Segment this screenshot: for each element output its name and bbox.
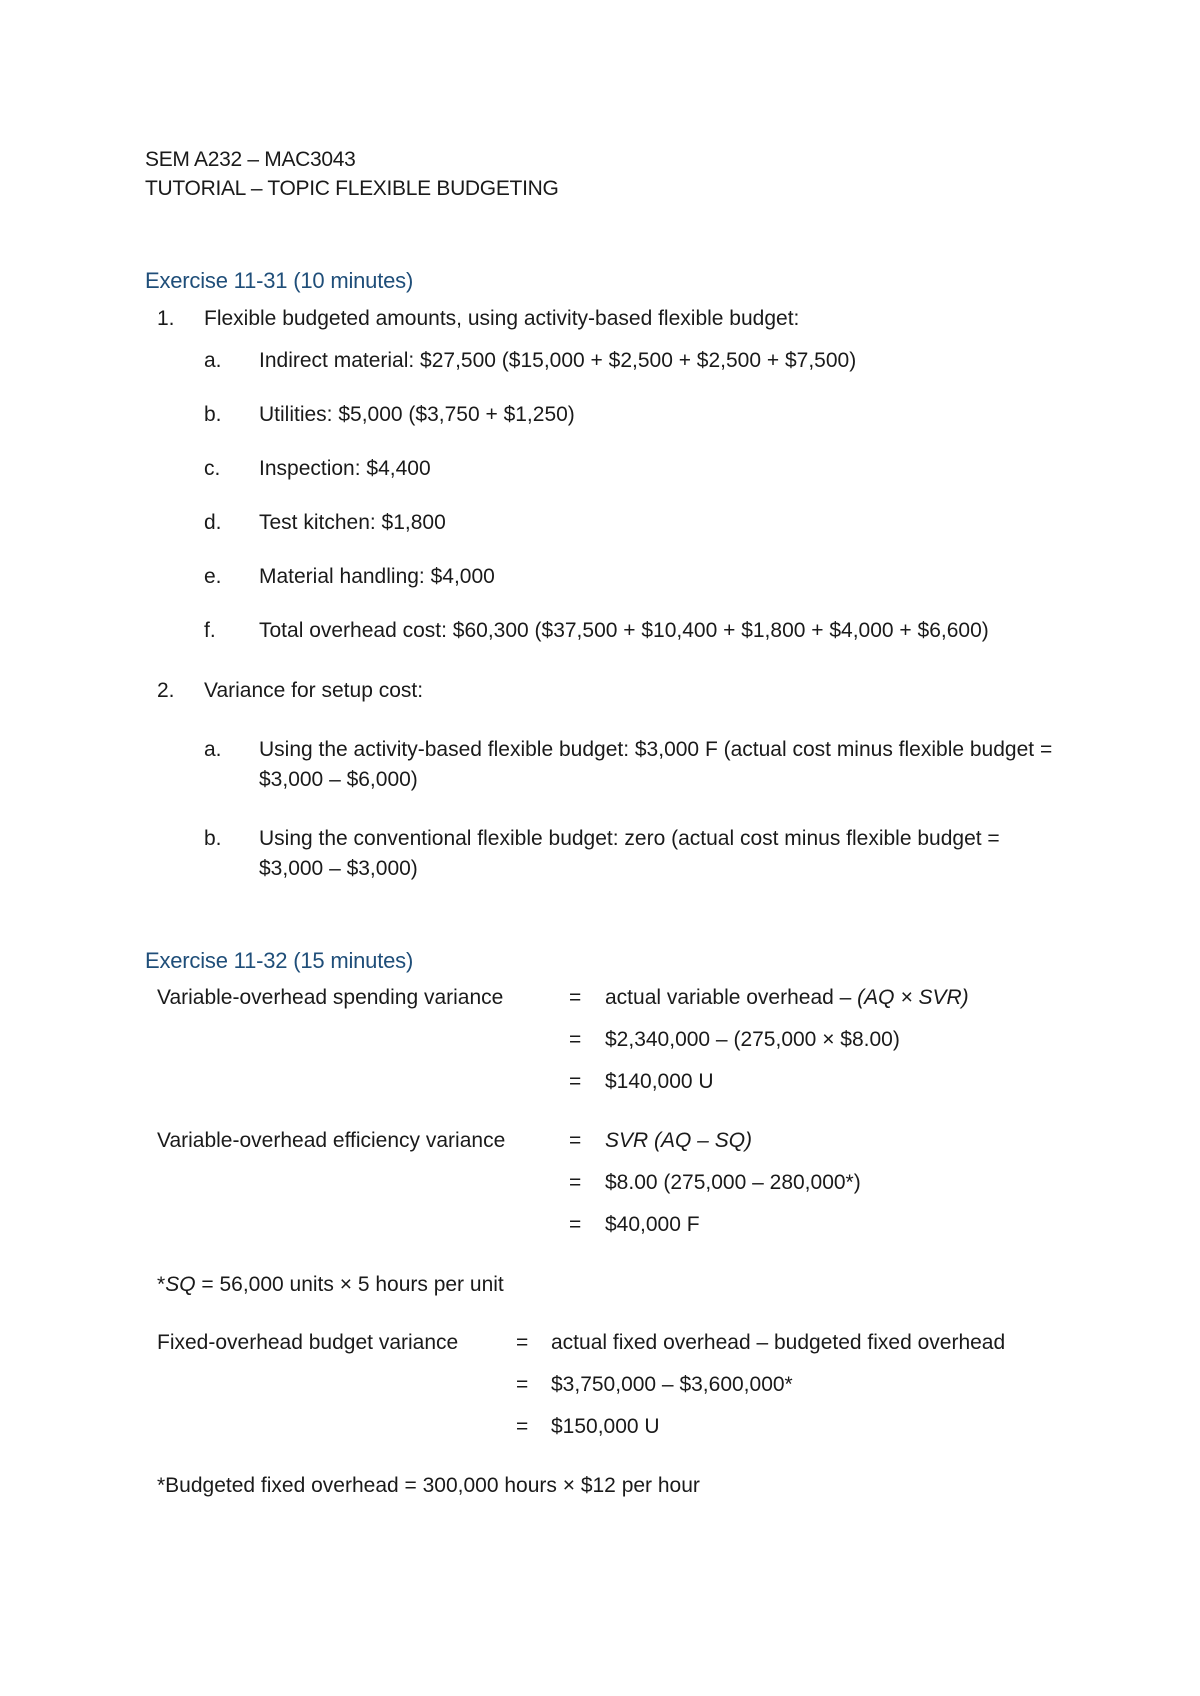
equals-sign: = <box>569 986 582 1009</box>
q1-item-f-text: Total overhead cost: $60,300 ($37,500 + $10,400 + $1,800 + $4,000 + $6,600) <box>259 619 989 642</box>
q1-item-a-letter: a. <box>204 349 222 372</box>
efficiency-formula: SVR (AQ – SQ) <box>605 1129 753 1152</box>
q1-number: 1. <box>157 307 175 330</box>
fixed-result: $150,000 U <box>551 1415 660 1438</box>
q1-item-b-text: Utilities: $5,000 ($3,750 + $1,250) <box>259 403 575 426</box>
efficiency-result: $40,000 F <box>605 1213 700 1236</box>
spending-formula-text: actual variable overhead – <box>605 986 858 1009</box>
spending-formula <box>605 986 969 1010</box>
equals-sign: = <box>569 1070 582 1093</box>
equals-sign: = <box>569 1129 582 1152</box>
exercise-11-31-title: Exercise 11-31 (10 minutes) <box>145 268 414 293</box>
equals-sign: = <box>569 1171 582 1194</box>
q1-item-f-letter: f. <box>204 619 216 642</box>
fixed-formula: actual fixed overhead – budgeted fixed overhead <box>551 1331 1006 1354</box>
q1-item-d-text: Test kitchen: $1,800 <box>259 511 446 534</box>
q1-item-c-letter: c. <box>204 457 221 480</box>
q2-item-a-letter: a. <box>204 738 222 761</box>
q2-item-a-line1: Using the activity-based flexible budget: $3,000 F (actual cost minus flexible budget = <box>259 738 1053 761</box>
exercise-11-32-title: Exercise 11-32 (15 minutes) <box>145 948 414 973</box>
q1-item-b-letter: b. <box>204 403 222 426</box>
spending-result: $140,000 U <box>605 1070 714 1093</box>
equals-sign: = <box>516 1373 529 1396</box>
equals-sign: = <box>569 1028 582 1051</box>
q2-item-b-line1: Using the conventional flexible budget: zero (actual cost minus flexible budget = <box>259 827 1000 850</box>
tutorial-topic-heading: TUTORIAL – TOPIC FLEXIBLE BUDGETING <box>145 177 559 200</box>
budgeted-overhead-footnote: *Budgeted fixed overhead = 300,000 hours × $12 per hour <box>157 1474 700 1497</box>
q1-item-c-text: Inspection: $4,400 <box>259 457 431 480</box>
sq-footnote-italic: SQ <box>165 1273 196 1296</box>
equals-sign: = <box>516 1331 529 1354</box>
sq-footnote-text: = 56,000 units × 5 hours per unit <box>195 1273 504 1296</box>
q2-item-b-letter: b. <box>204 827 222 850</box>
efficiency-computation: $8.00 (275,000 – 280,000*) <box>605 1171 861 1194</box>
equals-sign: = <box>569 1213 582 1236</box>
q2-item-a-line2: $3,000 – $6,000) <box>259 768 418 791</box>
q1-item-a-text: Indirect material: $27,500 ($15,000 + $2,500 + $2,500 + $7,500) <box>259 349 857 372</box>
q2-text: Variance for setup cost: <box>204 679 424 702</box>
sq-footnote-star: * <box>157 1273 166 1296</box>
efficiency-variance-label: Variable-overhead efficiency variance <box>157 1129 506 1152</box>
equals-sign: = <box>516 1415 529 1438</box>
sq-footnote <box>157 1273 504 1297</box>
course-code-heading: SEM A232 – MAC3043 <box>145 148 356 171</box>
q2-number: 2. <box>157 679 175 702</box>
q1-item-d-letter: d. <box>204 511 222 534</box>
q2-item-b-line2: $3,000 – $3,000) <box>259 857 418 880</box>
spending-computation: $2,340,000 – (275,000 × $8.00) <box>605 1028 900 1051</box>
fixed-variance-label: Fixed-overhead budget variance <box>157 1331 459 1354</box>
fixed-computation: $3,750,000 – $3,600,000* <box>551 1373 793 1396</box>
q1-item-e-text: Material handling: $4,000 <box>259 565 495 588</box>
spending-formula-italic: (AQ × SVR) <box>857 986 969 1009</box>
q1-text: Flexible budgeted amounts, using activity-based flexible budget: <box>204 307 800 330</box>
q1-item-e-letter: e. <box>204 565 222 588</box>
spending-variance-label: Variable-overhead spending variance <box>157 986 504 1009</box>
